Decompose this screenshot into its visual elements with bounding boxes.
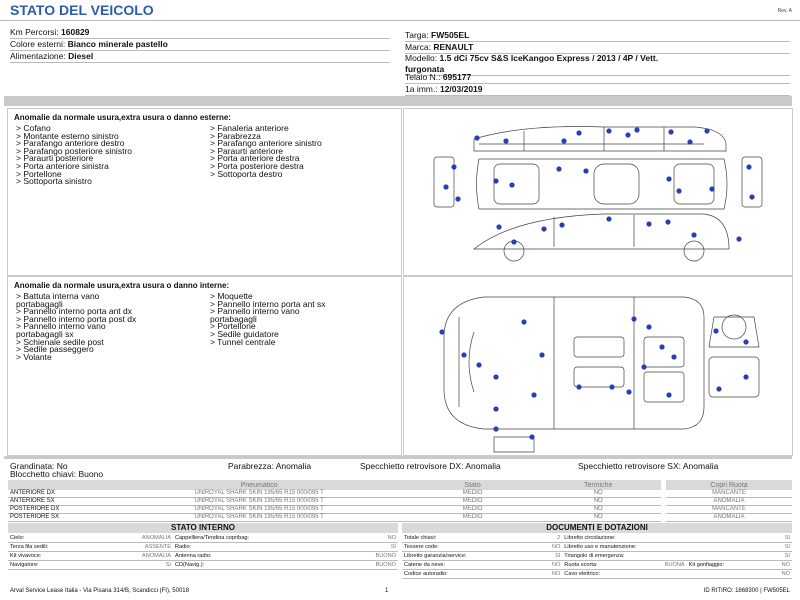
damage-marker bbox=[666, 392, 671, 397]
list-item: > Volante bbox=[16, 351, 52, 362]
damage-marker bbox=[509, 182, 514, 187]
damage-marker bbox=[561, 138, 566, 143]
damage-marker bbox=[556, 166, 561, 171]
damage-marker bbox=[634, 127, 639, 132]
documents-table bbox=[402, 534, 792, 579]
list-item: > Fanaleria anteriore bbox=[210, 123, 289, 133]
damage-marker bbox=[476, 362, 481, 367]
list-item: > Paraurti anteriore bbox=[210, 145, 283, 156]
external-damage-panel bbox=[7, 108, 402, 276]
list-item: > Pannello interno porta post dx bbox=[16, 313, 137, 324]
table-row: MANCANTE bbox=[666, 506, 792, 514]
list-item: > Parafango anteriore destro bbox=[16, 138, 125, 149]
table-row: ANOMALIA bbox=[666, 514, 792, 522]
external-damage-title: Anomalie da normale usura,extra usura o danno esterne: bbox=[14, 113, 231, 122]
list-item: > Sedile passeggero bbox=[16, 344, 94, 355]
list-item: > Sottoporta sinistro bbox=[16, 176, 92, 187]
damage-marker bbox=[716, 386, 721, 391]
list-item: > Battuta interna vano bbox=[16, 291, 100, 301]
registration-row: 1a imm.: 12/03/2019 bbox=[405, 83, 790, 96]
list-item: > Parabrezza bbox=[210, 130, 261, 141]
damage-marker bbox=[691, 232, 696, 237]
list-item: > Pannello interno porta ant sx bbox=[210, 298, 326, 309]
damage-marker bbox=[606, 216, 611, 221]
table-row: ANTERIORE SX UNIROYAL SHARK SKIN 195/65 R15 000/095 T MEDIO NO bbox=[8, 498, 661, 506]
damage-marker bbox=[541, 226, 546, 231]
damage-marker bbox=[746, 164, 751, 169]
damage-marker bbox=[493, 178, 498, 183]
damage-marker bbox=[609, 384, 614, 389]
section-strip bbox=[4, 456, 792, 459]
damage-marker bbox=[676, 188, 681, 193]
mirror-right-status: Specchietto retrovisore DX: Anomalia bbox=[360, 461, 501, 471]
damage-marker bbox=[576, 384, 581, 389]
header-divider bbox=[0, 20, 800, 21]
list-item: > Pannello interno vano bbox=[210, 306, 300, 317]
list-item: > Paraurti posteriore bbox=[16, 153, 94, 164]
damage-marker bbox=[625, 132, 630, 137]
km-value: 160829 bbox=[61, 27, 90, 37]
table-row: ANTERIORE DX UNIROYAL SHARK SKIN 195/65 R15 000/095 T MEDIO NO bbox=[8, 490, 661, 498]
color-row: Colore esterni: Bianco minerale pastello bbox=[10, 38, 390, 51]
internal-car-diagram bbox=[403, 276, 793, 456]
damage-marker bbox=[503, 138, 508, 143]
list-item: portabagagli bbox=[16, 298, 63, 309]
plate-value: FW505EL bbox=[431, 30, 470, 40]
damage-marker bbox=[511, 239, 516, 244]
internal-damage-list-col2 bbox=[210, 293, 326, 346]
fuel-row: Alimentazione: Diesel bbox=[10, 50, 390, 63]
footer-page-number: 1 bbox=[385, 588, 389, 594]
damage-marker bbox=[529, 434, 534, 439]
tyre-table bbox=[8, 480, 661, 522]
external-damage-list-col1 bbox=[16, 125, 132, 186]
page-title: STATO DEL VEICOLO bbox=[10, 2, 154, 18]
list-item: > Portellone bbox=[16, 168, 62, 179]
tyre-col-winter: Termiche bbox=[535, 480, 661, 490]
list-item: > Montante esterno sinistro bbox=[16, 130, 119, 141]
tyre-col-position bbox=[8, 480, 108, 490]
damage-marker bbox=[713, 328, 718, 333]
internal-state-title: STATO INTERNO bbox=[8, 523, 398, 533]
footer-company: Arval Service Lease Italia - Via Pisana 314/B, Scandicci (FI), 50018 bbox=[10, 588, 189, 594]
table-row: Terza fila sedili: ASSENTE Radio: SI bbox=[10, 544, 396, 550]
external-damage-markers bbox=[404, 109, 792, 275]
damage-marker bbox=[493, 426, 498, 431]
internal-damage-list-col1 bbox=[16, 293, 136, 361]
revision-label: Rev. A bbox=[777, 8, 792, 14]
internal-damage-markers bbox=[404, 277, 792, 455]
table-row: POSTERIORE DX UNIROYAL SHARK SKIN 195/65 R15 000/095 T MEDIO NO bbox=[8, 506, 661, 514]
list-item: > Sottoporta destro bbox=[210, 168, 283, 179]
internal-damage-panel bbox=[7, 276, 402, 456]
table-row: Cielo: ANOMALIA Cappelliera/Tendina copribag: NO bbox=[10, 535, 396, 541]
model-value-line2: furgonata bbox=[405, 64, 445, 74]
section-band bbox=[4, 96, 792, 106]
damage-marker bbox=[671, 354, 676, 359]
damage-marker bbox=[631, 316, 636, 321]
damage-marker bbox=[451, 164, 456, 169]
list-item: > Parafango anteriore sinistro bbox=[210, 138, 322, 149]
fuel-value: Diesel bbox=[68, 51, 94, 61]
list-item: > Pannello interno vano bbox=[16, 321, 106, 332]
list-item: > Sedile guidatore bbox=[210, 328, 279, 339]
damage-marker bbox=[665, 219, 670, 224]
brand-value: RENAULT bbox=[433, 42, 474, 52]
damage-marker bbox=[646, 221, 651, 226]
km-row: Km Percorsi: 160829 bbox=[10, 26, 390, 39]
table-row: MANCANTE bbox=[666, 490, 792, 498]
list-item: > Porta anteriore destra bbox=[210, 153, 300, 164]
damage-marker bbox=[493, 374, 498, 379]
damage-marker bbox=[736, 236, 741, 241]
model-row: Modello: 1.5 dCi 75cv S&S IceKangoo Express / 2013 / 4P / Vett. furgonata bbox=[405, 53, 790, 76]
damage-marker bbox=[576, 130, 581, 135]
internal-damage-title: Anomalie da normale usura,extra usura o danno interne: bbox=[14, 281, 230, 290]
table-row: Kit vivavoce: ANOMALIA Antenna radio: BUONO bbox=[10, 553, 396, 559]
damage-marker bbox=[531, 392, 536, 397]
tyre-col-state: Stato bbox=[410, 480, 536, 490]
damage-marker bbox=[474, 135, 479, 140]
wheel-cover-header: Copri Ruota bbox=[666, 480, 792, 490]
damage-marker bbox=[455, 196, 460, 201]
chassis-row: Telaio N.: 695177 bbox=[405, 71, 790, 84]
brand-row: Marca: RENAULT bbox=[405, 41, 790, 54]
table-row: Totale chiavi: 2 Libretto circolazione: SI bbox=[404, 535, 790, 541]
table-row: ANOMALIA bbox=[666, 498, 792, 506]
footer-id: ID RITIRO: 1868300 | FW505EL bbox=[703, 588, 790, 594]
table-row: Tessere code: NO Libretto uso e manutenzione: SI bbox=[404, 544, 790, 550]
list-item: > Pannello interno porta ant dx bbox=[16, 306, 133, 317]
table-row: POSTERIORE SX UNIROYAL SHARK SKIN 195/65 R15 000/095 T MEDIO NO bbox=[8, 514, 661, 522]
list-item: > Porta anteriore sinistra bbox=[16, 160, 109, 171]
damage-marker bbox=[439, 329, 444, 334]
damage-marker bbox=[496, 224, 501, 229]
list-item: > Portellone bbox=[210, 321, 256, 332]
mirror-left-status: Specchietto retrovisore SX: Anomalia bbox=[578, 461, 719, 471]
external-damage-list-col2 bbox=[210, 125, 322, 178]
table-row: Navigatore: SI CD(Navig.): BUONO bbox=[10, 562, 396, 568]
internal-state-table bbox=[8, 534, 398, 570]
damage-marker bbox=[709, 186, 714, 191]
wheel-cover-table bbox=[666, 480, 792, 522]
external-car-diagram bbox=[403, 108, 793, 276]
model-value-line1: 1.5 dCi 75cv S&S IceKangoo Express / 2013 / 4P / Vett. bbox=[439, 53, 659, 63]
damage-marker bbox=[443, 184, 448, 189]
damage-marker bbox=[743, 374, 748, 379]
damage-marker bbox=[493, 406, 498, 411]
damage-marker bbox=[521, 319, 526, 324]
damage-marker bbox=[704, 128, 709, 133]
damage-marker bbox=[687, 139, 692, 144]
list-item: > Moquette bbox=[210, 291, 253, 301]
damage-marker bbox=[749, 194, 754, 199]
list-item: > Tunnel centrale bbox=[210, 336, 276, 347]
damage-marker bbox=[539, 352, 544, 357]
list-item: > Cofano bbox=[16, 123, 51, 133]
table-row: Catene da neve: NO Ruota scorta: BUONA Kit gonfiaggio: NO bbox=[404, 562, 790, 568]
documents-title: DOCUMENTI E DOTAZIONI bbox=[402, 523, 792, 533]
color-value: Bianco minerale pastello bbox=[67, 39, 168, 49]
damage-marker bbox=[559, 222, 564, 227]
damage-marker bbox=[606, 128, 611, 133]
damage-marker bbox=[668, 129, 673, 134]
damage-marker bbox=[461, 352, 466, 357]
plate-row: Targa: FW505EL bbox=[405, 29, 790, 42]
windshield-status: Parabrezza: Anomalia bbox=[228, 461, 312, 471]
damage-marker bbox=[626, 389, 631, 394]
table-row: Codice autoradio: NO Cavo elettrico: NO bbox=[404, 571, 790, 577]
damage-marker bbox=[659, 344, 664, 349]
tyre-col-tyre: Pneumatico bbox=[108, 480, 409, 490]
key-block-status: Blocchetto chiavi: Buono bbox=[10, 469, 104, 479]
list-item: > Schienale sedile post bbox=[16, 336, 104, 347]
damage-marker bbox=[743, 339, 748, 344]
list-item: > Parafango posteriore sinistro bbox=[16, 145, 132, 156]
damage-marker bbox=[641, 364, 646, 369]
list-item: > Porta posteriore destra bbox=[210, 160, 304, 171]
list-item: portabagagli bbox=[210, 313, 257, 324]
registration-value: 12/03/2019 bbox=[439, 84, 483, 94]
damage-marker bbox=[646, 324, 651, 329]
hail-status: Grandinata: No bbox=[10, 461, 68, 471]
table-row: Libretto garanzia/service: SI Triangolo di emergenza: SI bbox=[404, 553, 790, 559]
list-item: portabagagli sx bbox=[16, 328, 74, 339]
damage-marker bbox=[666, 176, 671, 181]
chassis-value: 695177 bbox=[442, 72, 472, 82]
damage-marker bbox=[583, 168, 588, 173]
